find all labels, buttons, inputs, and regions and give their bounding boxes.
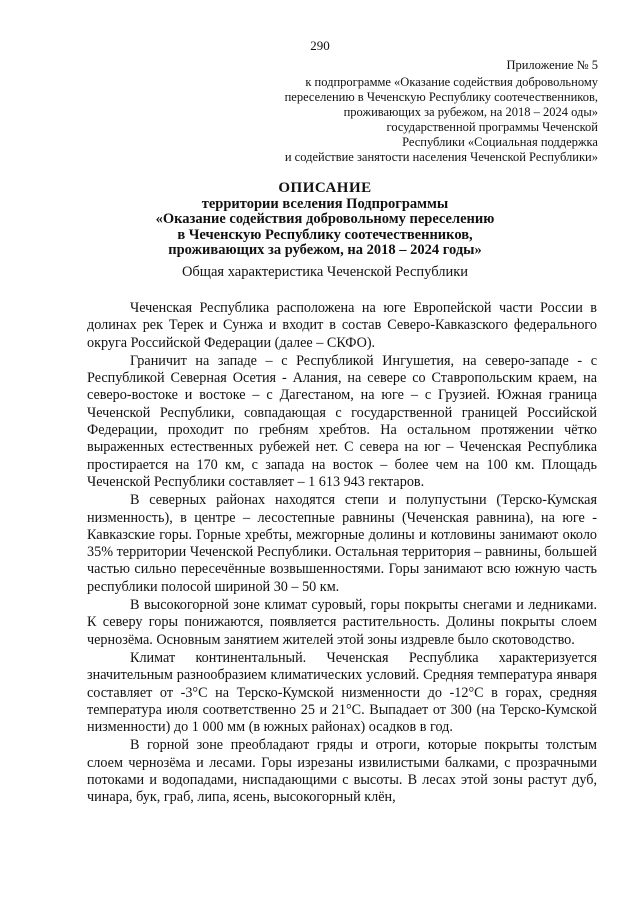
appendix-line: государственной программы Чеченской <box>386 120 598 134</box>
paragraph: В горной зоне преобладают гряды и отроги, которые покрыты толстым слоем чернозёма и лесами. Горы изрезаны извилистыми балками, с прозрачными потоками и водопадами, ниспадающими с высоты. В лесах этой зоны растут дуб, чинара, бук, граб, липа, ясень, высокогорный клён, <box>87 737 597 806</box>
title-main: ОПИСАНИЕ <box>278 180 372 196</box>
appendix-line: и содействие занятости населения Чеченской Республики» <box>284 150 598 164</box>
paragraph: В северных районах находятся степи и полупустыни (Терско-Кумская низменность), в центре – лесостепные равнины (Чеченская равнина), на юге - Кавказские горы. Горные хребты, межгорные долины и котловины занимают около 35% территории Чеченской Республики. Остальная территория – равнины, большей частью сильно пересечённые возвышенностями. Горы занимают всю южную часть республики полосой шириной 30 – 50 км. <box>87 492 597 595</box>
appendix-line: переселению в Чеченскую Республику соотечественников, <box>284 90 598 104</box>
document-title <box>60 181 590 259</box>
appendix-line: к подпрограмме «Оказание содействия добровольному <box>305 75 598 89</box>
appendix-title: Приложение № 5 <box>506 58 598 72</box>
paragraph: В высокогорной зоне климат суровый, горы покрыты снегами и ледниками. К северу горы понижаются, появляется растительность. Долины покрыты слоем чернозёма. Основным занятием жителей этой зоны издревле было скотоводство. <box>87 597 597 648</box>
appendix-block <box>238 58 598 165</box>
title-line: «Оказание содействия добровольному переселению <box>155 211 495 227</box>
paragraph: Граничит на западе – с Республикой Ингушетия, на северо-западе - с Республикой Северная Осетия - Алания, на севере со Ставропольским краем, на северо-востоке и востоке – с Дагестаном, на юге – с Грузией. Южная граница Чеченской Республики, совпадающая с государственной границей Российской Федерации, проходит по гребням хребтов. На остальном протяжении чётко выраженных естественных рубежей нет. С севера на юг – Чеченская Республика простирается на 170 км, с запада на восток – более чем на 100 км. Площадь Чеченской Республики составляет – 1 613 943 гектаров. <box>87 352 597 490</box>
title-line: проживающих за рубежом, на 2018 – 2024 годы» <box>168 242 482 258</box>
appendix-line: Республики «Социальная поддержка <box>402 135 598 149</box>
paragraph: Чеченская Республика расположена на юге Европейской части России в долинах рек Терек и Сунжа и входит в состав Северо-Кавказского федерального округа Российской Федерации (далее – СКФО). <box>87 300 597 351</box>
page-number: 290 <box>310 38 330 53</box>
appendix-line: проживающих за рубежом, на 2018 – 2024 оды» <box>343 105 598 119</box>
body-text <box>87 300 597 808</box>
title-line: в Чеченскую Республику соотечественников, <box>177 226 473 243</box>
title-line: территории вселения Подпрограммы <box>201 195 449 212</box>
paragraph: Климат континентальный. Чеченская Республика характеризуется значительным разнообразием климатических условий. Средняя температура января составляет от -3°C на Терско-Кумской низменности до -12°C в горах, средняя температура июля соответственно 25 и 21°C. Выпадает от 300 (на Терско-Кумской низменности) до 1 000 мм (в южных районах) осадков в год. <box>87 649 597 736</box>
section-heading: Общая характеристика Чеченской Республики <box>181 264 469 280</box>
